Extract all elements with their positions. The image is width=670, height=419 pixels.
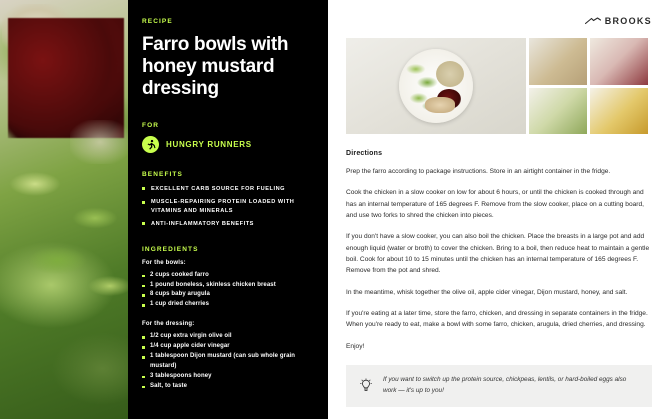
benefit-item: ANTI-INFLAMMATORY BENEFITS xyxy=(142,220,314,228)
bowl-chicken xyxy=(425,97,455,113)
brand-row xyxy=(346,14,652,28)
directions-title: Directions xyxy=(346,150,383,157)
tip-text: If you want to switch up the protein source, chickpeas, lentils, or hard-boiled eggs also work — it's up to you! xyxy=(383,376,627,395)
tip-callout xyxy=(346,365,652,407)
ingredient-list xyxy=(142,332,314,391)
runner-icon xyxy=(142,136,159,153)
hero-greens-detail xyxy=(0,150,128,320)
photo-column-left xyxy=(529,38,587,134)
ingredient-item: 1 tablespoon Dijon mustard (can sub whole grain mustard) xyxy=(142,352,314,372)
recipe-info-panel xyxy=(128,0,328,419)
ingredient-group-title: For the dressing: xyxy=(142,321,195,328)
thumb-photo-dressing xyxy=(590,88,648,135)
ingredient-list xyxy=(142,271,314,311)
brooks-chevron-icon xyxy=(585,17,601,26)
bowl-farro xyxy=(436,61,464,87)
page-title: Farro bowls with honey mustard dressing xyxy=(142,34,289,100)
recipe-eyebrow: RECIPE xyxy=(142,18,173,25)
ingredient-group-title: For the bowls: xyxy=(142,259,186,266)
direction-step: Enjoy! xyxy=(346,342,365,350)
audience-row xyxy=(142,136,314,153)
direction-step: If you're eating at a later time, store the farro, chicken, and dressing in separate containers in the fridge. When you're ready to eat, make a bowl with some farro, chicken, arugula, dried cherries, and dressing. xyxy=(346,309,648,329)
thumb-photo-cherries xyxy=(590,38,648,85)
benefits-label: BENEFITS xyxy=(142,171,183,179)
ingredients-label: INGREDIENTS xyxy=(142,245,199,253)
ingredient-item: 8 cups baby arugula xyxy=(142,290,314,300)
for-label: FOR xyxy=(142,122,160,130)
directions-panel xyxy=(328,0,670,419)
ingredient-item: Salt, to taste xyxy=(142,382,314,392)
ingredient-item: 1 cup dried cherries xyxy=(142,300,314,310)
lightbulb-icon xyxy=(358,378,374,394)
audience-label: HUNGRY RUNNERS xyxy=(166,140,252,150)
photo-gallery xyxy=(346,38,652,134)
ingredient-item: 1/4 cup apple cider vinegar xyxy=(142,342,314,352)
direction-step: In the meantime, whisk together the olive oil, apple cider vinegar, Dijon mustard, honey, and salt. xyxy=(346,288,628,296)
ingredient-item: 1/2 cup extra virgin olive oil xyxy=(142,332,314,342)
directions-block xyxy=(346,150,652,352)
ingredient-item: 3 tablespoons honey xyxy=(142,372,314,382)
photo-column-right xyxy=(590,38,648,134)
ingredient-group xyxy=(142,260,314,311)
brand-logo xyxy=(585,16,652,26)
direction-step: Prep the farro according to package instructions. Store in an airtight container in the fridge. xyxy=(346,168,611,175)
thumb-photo-farro xyxy=(529,38,587,85)
direction-step: If you don't have a slow cooker, you can also boil the chicken. Place the breasts in a large pot and add enough liquid (water or broth) to cover the chicken. Bring to a boil, then reduce heat to maintain a gentle boil. Cook for about 10 to 15 minutes until the chicken has an internal temperature of 165 degrees F. Remove from the pot and shred. xyxy=(346,233,650,275)
ingredient-group xyxy=(142,321,314,391)
ingredient-item: 2 cups cooked farro xyxy=(142,271,314,281)
benefit-item: MUSCLE-REPAIRING PROTEIN LOADED WITH VITAMINS AND MINERALS xyxy=(142,198,314,215)
brand-name: BROOKS xyxy=(604,16,652,26)
ingredient-item: 1 pound boneless, skinless chicken breast xyxy=(142,281,314,291)
thumb-photo-arugula xyxy=(529,88,587,135)
hero-photo-strip xyxy=(0,0,128,419)
direction-step: Cook the chicken in a slow cooker on low for about 6 hours, or until the chicken is cooked through and has an internal temperature of 165 degrees F. Remove from the slow cooker, place on a cutting board, and use two forks to shred the chicken into pieces. xyxy=(346,189,644,219)
main-dish-photo xyxy=(346,38,526,134)
bowl-illustration xyxy=(399,49,473,123)
benefits-list xyxy=(142,185,314,229)
benefit-item: EXCELLENT CARB SOURCE FOR FUELING xyxy=(142,185,314,193)
